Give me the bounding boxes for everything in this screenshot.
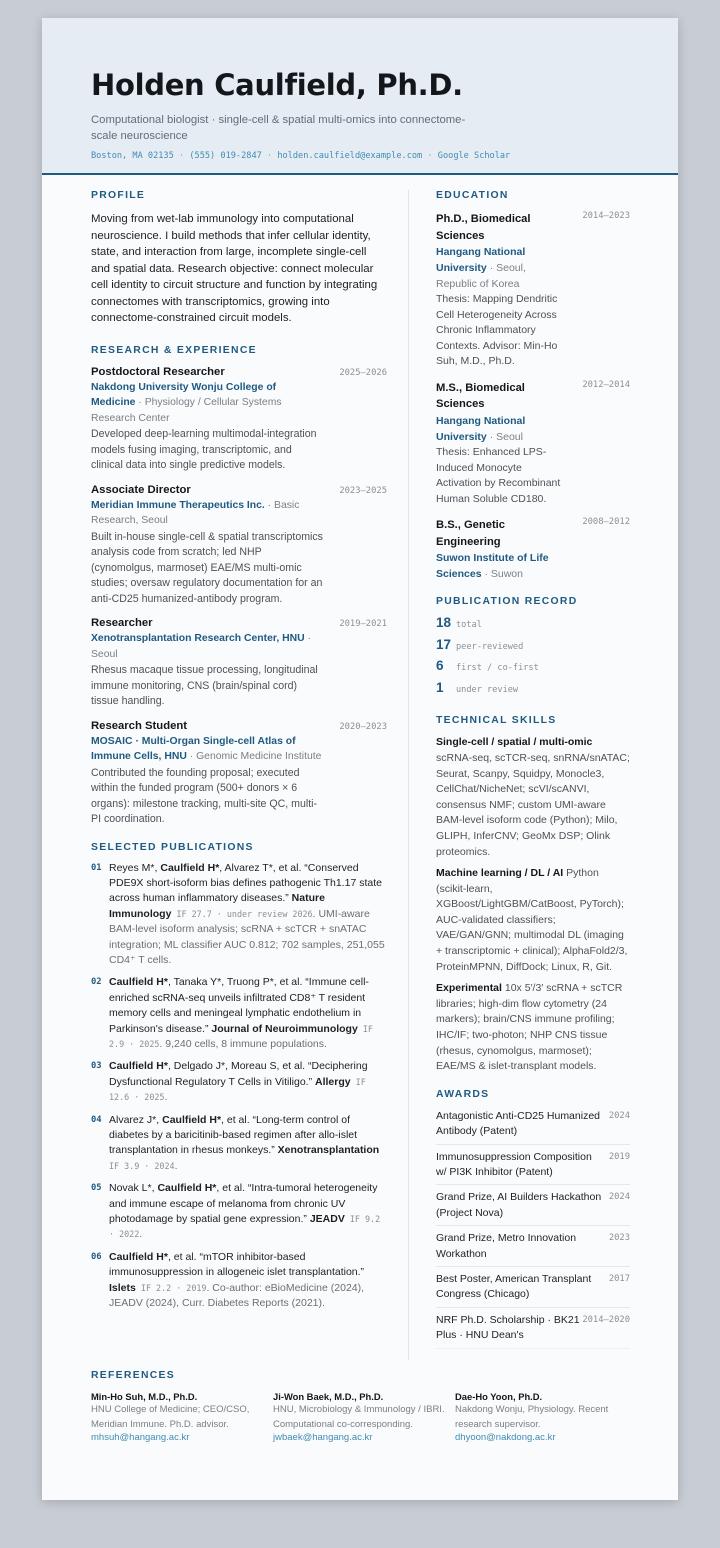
job-dates: 2025–2026 <box>339 367 387 378</box>
skill-category: Experimental <box>436 982 502 995</box>
award-name: Grand Prize, AI Builders Hackathon (Project Nova) <box>436 1191 602 1219</box>
stat-count: 1 <box>436 679 444 695</box>
reference-description: HNU, Microbiology & Immunology / IBRI. Computational co-corresponding. <box>273 1404 445 1430</box>
job-description: Developed deep-learning multimodal-integration models fusing imaging, transcriptomic, and clinical data into single predictive models. <box>91 428 317 471</box>
organization-name: Nakdong University Wonju College of Medicine <box>91 381 277 408</box>
organization-detail: · Seoul <box>91 633 311 660</box>
skill-group <box>436 981 630 1075</box>
skill-group <box>436 735 630 860</box>
self-author: Caulfield H* <box>109 976 168 989</box>
profile-heading: PROFILE <box>91 190 146 201</box>
reference-email-link[interactable]: dhyoon@nakdong.ac.kr <box>455 1432 556 1443</box>
publication-record-list <box>436 615 630 701</box>
experience-header <box>91 366 387 378</box>
reference-item <box>91 1391 267 1443</box>
stat-count: 17 <box>436 636 452 652</box>
education-heading: EDUCATION <box>436 190 509 201</box>
publication-note: . <box>174 1159 178 1172</box>
contact-phone[interactable]: (555) 019-2847 <box>189 151 262 161</box>
experience-item <box>91 720 387 828</box>
reference-email-link[interactable]: jwbaek@hangang.ac.kr <box>273 1432 373 1443</box>
job-dates: 2020–2023 <box>339 721 387 732</box>
experience-heading: RESEARCH & EXPERIENCE <box>91 344 257 356</box>
stat-count: 18 <box>436 615 452 631</box>
publication-citation <box>109 861 387 969</box>
education-item <box>436 211 630 370</box>
reference-name: Min-Ho Suh, M.D., Ph.D. <box>91 1391 198 1402</box>
degree-title: B.S., Genetic Engineering <box>436 519 506 548</box>
contact-email-link[interactable]: holden.caulfield@example.com <box>277 151 423 161</box>
award-item <box>436 1312 630 1349</box>
publication-note: . 9,240 cells, 8 immune populations. <box>159 1037 327 1050</box>
authors-before: Reyes M*, <box>109 861 161 874</box>
stat-label: under review <box>456 684 519 695</box>
award-year: 2019 <box>608 1151 630 1162</box>
candidate-name: Holden Caulfield, Ph.D. <box>91 68 463 102</box>
education-item <box>436 380 630 507</box>
institution-line <box>436 244 568 292</box>
institution-location: · Suwon <box>481 568 523 581</box>
publication-number: 06 <box>91 1251 102 1262</box>
references-list <box>91 1391 631 1443</box>
tagline: Computational biologist · single-cell & spatial multi-omics into connectome-scale neuroscience <box>91 114 466 142</box>
award-name: Best Poster, American Transplant Congress (Chicago) <box>436 1273 592 1301</box>
institution-line <box>436 550 568 582</box>
publication-list <box>91 861 387 1312</box>
job-title: Postdoctoral Researcher <box>91 365 225 378</box>
institution-name: Hangang National University <box>436 246 526 274</box>
publication-note: . <box>164 1091 168 1104</box>
award-name: Immunosuppression Composition w/ PI3K Inhibitor (Patent) <box>436 1150 592 1179</box>
journal-name: JEADV <box>309 1213 345 1226</box>
column-divider <box>408 190 409 1360</box>
award-item <box>436 1149 630 1186</box>
self-author: Caulfield H* <box>157 1182 217 1195</box>
publication-number: 02 <box>91 977 102 988</box>
citation-text: , Delgado J*, Moreau S, et al. “Deciphering Dysfunctional Regulatory T Cells in Vitiligo.” <box>109 1060 368 1088</box>
job-organization <box>91 380 323 427</box>
thesis-text: Thesis: Enhanced LPS-Induced Monocyte Activation by Recombinant Human Soluble CD180. <box>436 445 561 505</box>
publication-number: 05 <box>91 1183 102 1194</box>
reference-item <box>455 1391 631 1443</box>
job-description: Built in-house single-cell & spatial transcriptomics analysis code from scratch; led NHP (cynomolgus, marmoset) EAE/MS multi-omic studies; oversaw regulatory documentation for an anti-CD25 humanized-antibody program. <box>91 530 323 605</box>
education-dates: 2014–2023 <box>582 211 630 221</box>
impact-factor-year: IF 2.9 · 2025 <box>109 1023 373 1049</box>
job-title: Associate Director <box>91 483 191 496</box>
education-header <box>436 517 630 550</box>
job-organization <box>91 498 323 529</box>
publication-citation <box>109 1250 387 1312</box>
skill-list-text: 10x 5′/3′ scRNA + scTCR libraries; high-dim flow cytometry (24 markers); brain/CNS immune profiling; IHC/IF; two-photon; NHP CNS tissue (rhesus, cynomolgus, marmoset); EAE/MS & islet-transplant models. <box>436 982 623 1073</box>
awards-heading: AWARDS <box>436 1088 490 1100</box>
organization-name: MOSAIC · Multi-Organ Single-cell Atlas of Immune Cells, HNU <box>91 735 296 762</box>
journal-name: Journal of Neuroimmunology <box>211 1022 358 1035</box>
publication-item <box>91 861 387 969</box>
publication-stat <box>436 658 630 680</box>
publication-citation <box>109 975 387 1052</box>
publication-citation <box>109 1059 387 1105</box>
publication-note: . UMI-aware BAM-level isoform analysis; scRNA + scTCR + snATAC integration; ML classifier AUC 0.812; 702 samples, 251,055 CD4⁺ T cells. <box>109 907 385 966</box>
organization-name: Xenotransplantation Research Center, HNU <box>91 633 305 644</box>
self-author: Caulfield H* <box>109 1060 168 1073</box>
publication-number: 04 <box>91 1114 102 1125</box>
award-name: NRF Ph.D. Scholarship · BK21 Plus · HNU Dean's <box>436 1313 580 1342</box>
google-scholar-link[interactable]: Google Scholar <box>437 151 511 161</box>
stat-label: peer-reviewed <box>456 641 524 652</box>
publications-heading: SELECTED PUBLICATIONS <box>91 841 254 853</box>
citation-text: , et al. “Intra-tumoral heterogeneity and immune escape of melanoma from chronic UV photodamage by spatial gene expression.” <box>109 1182 378 1226</box>
publication-citation <box>109 1113 387 1175</box>
award-item <box>436 1189 630 1226</box>
skill-category: Single-cell / spatial / multi-omic <box>436 736 593 749</box>
skills-heading: TECHNICAL SKILLS <box>436 715 557 727</box>
resume-header <box>42 18 678 175</box>
impact-factor-year: IF 2.2 · 2019 <box>135 1282 207 1293</box>
journal-name: Nature Immunology <box>109 892 325 920</box>
award-item <box>436 1108 630 1145</box>
reference-name: Ji-Won Baek, M.D., Ph.D. <box>273 1391 384 1402</box>
job-organization <box>91 631 323 662</box>
education-header <box>436 211 630 244</box>
impact-factor-year: IF 9.2 · 2022 <box>109 1214 381 1240</box>
institution-name: Hangang National University <box>436 414 526 443</box>
job-dates: 2019–2021 <box>339 619 387 629</box>
publication-stat <box>436 680 630 702</box>
resume-page <box>42 18 678 1500</box>
stat-count: 6 <box>436 658 444 674</box>
institution-location: · Seoul, Republic of Korea <box>436 262 526 290</box>
experience-item <box>91 617 387 710</box>
reference-item <box>273 1391 449 1443</box>
publication-note: . <box>139 1228 143 1241</box>
publication-item <box>91 1059 387 1105</box>
reference-description: Nakdong Wonju, Physiology. Recent research supervisor. <box>455 1404 609 1430</box>
publication-record-heading: PUBLICATION RECORD <box>436 596 578 608</box>
citation-text: , et al. “Long-term control of diabetes by a baricitinib-based regimen after allo-islet transplantation in rhesus monkeys.” <box>109 1113 358 1157</box>
publication-stat <box>436 615 630 637</box>
authors-before: Alvarez J*, <box>109 1113 163 1126</box>
authors-before: Novak L*, <box>109 1182 158 1195</box>
education-dates: 2008–2012 <box>582 517 630 528</box>
skill-list-text: scRNA-seq, scTCR-seq, snRNA/snATAC; Seurat, Scanpy, Squidpy, Monocle3, CellChat/NicheNet; scVI/scANVI, consensus NMF; custom UMI-aware BAM-level isoform code (Python); Milo, GLIPH, InferCNV; GeoMx DSP; Olink proteomics. <box>436 751 630 858</box>
stat-label: first / co-first <box>456 663 539 674</box>
journal-name: Islets <box>109 1281 136 1294</box>
citation-text: , Tanaka Y*, Truong P*, et al. “Immune cell-enriched scRNA-seq unveils infiltrated CD8⁺ T resident memory cells and meningeal lymphatic endothelium in Parkinson's disease.” <box>109 976 369 1035</box>
organization-name: Meridian Immune Therapeutics Inc. <box>91 499 265 511</box>
thesis-text: Thesis: Mapping Dendritic Cell Heterogeneity Across Chronic Inflammatory Contexts. Advisor: Min-Ho Suh, M.D., Ph.D. <box>436 293 558 368</box>
skill-category: Machine learning / DL / AI <box>436 867 564 880</box>
education-item <box>436 517 630 582</box>
award-year: 2024 <box>608 1110 630 1121</box>
publication-item <box>91 975 387 1052</box>
publication-citation <box>109 1181 387 1243</box>
publication-note: . Co-author: eBioMedicine (2024), JEADV (2024), Curr. Diabetes Reports (2021). <box>109 1281 365 1310</box>
award-name: Antagonistic Anti-CD25 Humanized Antibody (Patent) <box>436 1109 601 1138</box>
job-dates: 2023–2025 <box>339 485 387 496</box>
self-author: Caulfield H* <box>160 861 220 874</box>
publication-item <box>91 1181 387 1243</box>
job-title: Researcher <box>91 617 153 629</box>
education-list <box>436 211 630 582</box>
experience-header <box>91 484 387 496</box>
award-item <box>436 1271 630 1308</box>
job-title: Research Student <box>91 719 188 732</box>
organization-detail: · Basic Research, Seoul <box>91 499 300 526</box>
institution-line <box>436 413 568 445</box>
experience-item <box>91 484 387 608</box>
job-description: Rhesus macaque tissue processing, longitudinal immune monitoring, CNS (brain/spinal cord) tissue handling. <box>91 664 318 707</box>
reference-description: HNU College of Medicine; CEO/CSO, Meridian Immune. Ph.D. advisor. <box>91 1404 250 1430</box>
award-year: 2024 <box>608 1192 630 1203</box>
institution-name: Suwon Institute of Life Sciences <box>436 552 549 581</box>
reference-email-link[interactable]: mhsuh@hangang.ac.kr <box>91 1432 190 1443</box>
self-author: Caulfield H* <box>162 1113 222 1126</box>
experience-header <box>91 617 387 629</box>
references-heading: REFERENCES <box>91 1370 176 1381</box>
experience-header <box>91 720 387 732</box>
contact-line: Boston, MA 02135 · (555) 019-2847 · holden.caulfield@example.com · Google Scholar <box>91 151 511 161</box>
experience-list <box>91 366 387 828</box>
impact-factor-year: IF 3.9 · 2024 <box>109 1160 175 1171</box>
publication-stat <box>436 637 630 659</box>
organization-detail: · Physiology / Cellular Systems Research Center <box>91 397 282 424</box>
award-year: 2023 <box>608 1233 630 1244</box>
job-organization <box>91 734 323 765</box>
job-description: Contributed the founding proposal; executed within the funded program (500+ donors × 6 organs): milestone tracking, multi-site QC, multi-PI coordination. <box>91 766 318 825</box>
institution-location: · Seoul <box>486 430 523 443</box>
stat-label: total <box>456 620 482 631</box>
skill-group <box>436 866 630 975</box>
impact-factor-year: IF 27.7 · under review 2026 <box>171 908 313 919</box>
reference-name: Dae-Ho Yoon, Ph.D. <box>455 1391 543 1402</box>
degree-title: Ph.D., Biomedical Sciences <box>436 213 531 242</box>
award-item <box>436 1230 630 1267</box>
publication-number: 03 <box>91 1061 102 1072</box>
experience-item <box>91 366 387 474</box>
education-dates: 2012–2014 <box>582 379 630 390</box>
journal-name: Allergy <box>315 1075 351 1088</box>
skill-list-text: Python (scikit-learn, XGBoost/LightGBM/CatBoost, PyTorch); AUC-validated classifiers; VAE/GAN/GNN; multimodal DL (imaging + transcriptomic + clinical); AlphaFold2/3, ProteinMPNN, DiffDock; Linux, R, Git. <box>436 867 628 973</box>
journal-name: Xenotransplantation <box>277 1144 380 1157</box>
profile-text: Moving from wet-lab immunology into computational neuroscience. I build methods that infer cellular identity, state, and interaction from large, incomplete single-cell and spatial data. Research objective: connect molecular cell identity to circuit structure and function by integrating connectomes with transcriptomics, growing into connectome-constrained circuit models. <box>91 213 378 324</box>
impact-factor-year: IF 12.6 · 2025 <box>109 1076 366 1103</box>
award-year: 2017 <box>608 1274 630 1285</box>
citation-text: , Alvarez T*, et al. “Conserved PDE9X short-isoform bias defines pathogenic Th1.17 state across human inflammatory diseases.” <box>109 861 382 905</box>
award-year: 2014–2020 <box>582 1314 630 1325</box>
self-author: Caulfield H* <box>109 1250 168 1263</box>
right-column <box>436 190 630 1353</box>
education-header <box>436 380 630 413</box>
award-name: Grand Prize, Metro Innovation Workathon <box>436 1232 577 1260</box>
skills-list <box>436 735 630 1074</box>
awards-list <box>436 1108 630 1349</box>
publication-item <box>91 1113 387 1175</box>
citation-text: , et al. “mTOR inhibitor-based immunosuppression in allogeneic islet transplantation.” <box>109 1250 365 1279</box>
organization-detail: · Genomic Medicine Institute <box>186 751 322 762</box>
degree-title: M.S., Biomedical Sciences <box>436 381 525 411</box>
publication-item <box>91 1250 387 1312</box>
left-column <box>91 190 387 1318</box>
publication-number: 01 <box>91 862 102 873</box>
contact-location: Boston, MA 02135 <box>91 151 174 161</box>
